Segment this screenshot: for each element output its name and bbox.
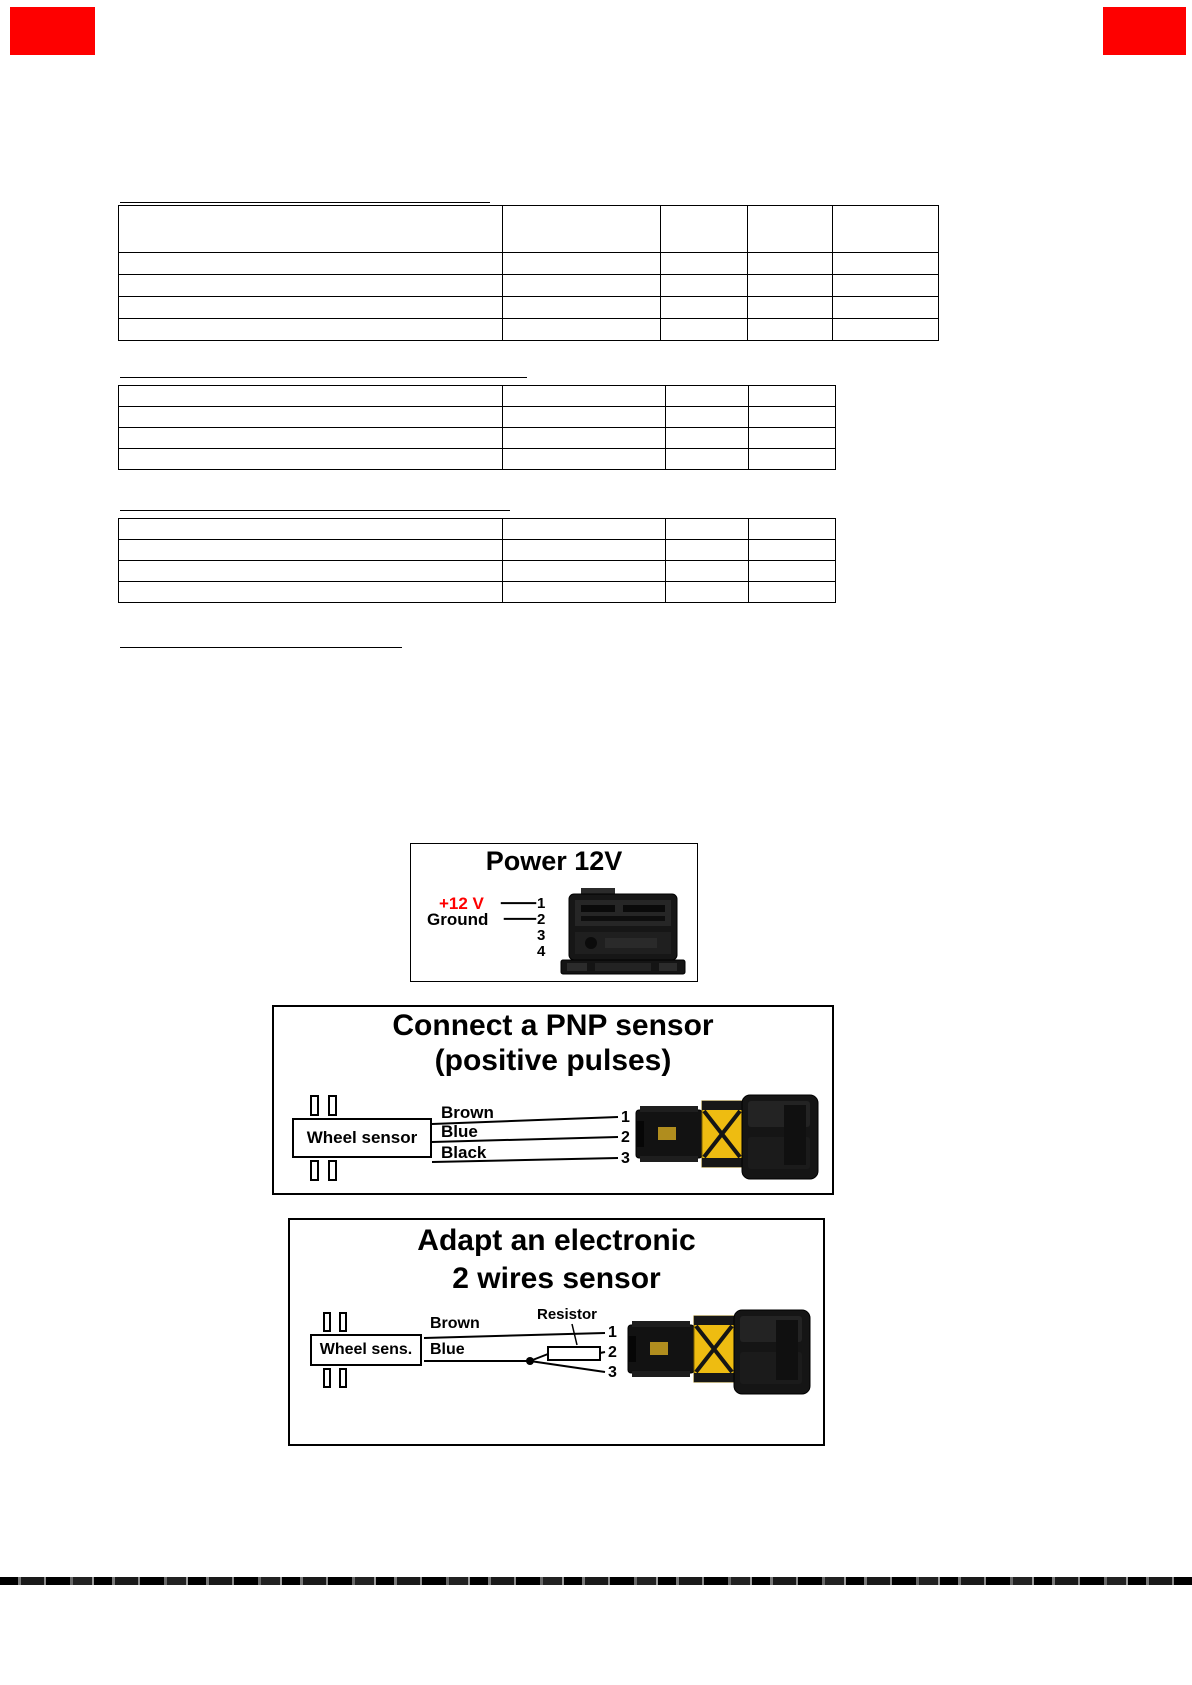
pnp-pin-2: 2 [621, 1129, 630, 1146]
sensor-prong-icon [328, 1160, 337, 1181]
resistor-label: Resistor [537, 1306, 598, 1323]
sensor-connector-photo [634, 1093, 820, 1181]
two-wire-pin-1: 1 [608, 1324, 617, 1341]
two-wire-title-line2: 2 wires sensor [452, 1262, 661, 1295]
power-pin-1: 1 [537, 895, 546, 912]
sensor-prong-icon [310, 1095, 319, 1116]
heading-underline-2 [120, 377, 527, 378]
red-corner-block-right [1103, 7, 1186, 55]
spec-table-1 [118, 205, 939, 341]
wire-label-brown: Brown [441, 1103, 494, 1122]
plus-12v-label: +12 V [439, 894, 484, 913]
power-diagram-title: Power 12V [485, 846, 623, 876]
power-diagram [410, 843, 698, 982]
wheel-sensor-box [310, 1334, 422, 1366]
power-pin-2: 2 [537, 911, 546, 928]
pnp-sensor-diagram [272, 1005, 834, 1195]
power-connector-photo [551, 886, 693, 980]
wheel-sensor-label: Wheel sensor [306, 1128, 418, 1147]
heading-underline-4 [120, 647, 402, 648]
spec-table-2 [118, 385, 836, 470]
two-wire-pin-2: 2 [608, 1344, 617, 1361]
sensor-prong-icon [339, 1312, 347, 1332]
pnp-pin-3: 3 [621, 1150, 630, 1167]
wheel-sensor-label: Wheel sens. [319, 1341, 413, 1358]
wire-label-blue: Blue [430, 1341, 465, 1358]
wheel-sensor-box [292, 1118, 432, 1158]
sensor-prong-icon [323, 1312, 331, 1332]
junction-dot [526, 1357, 534, 1365]
heading-underline-1 [120, 202, 490, 203]
two-wire-pin-3: 3 [608, 1364, 617, 1381]
sensor-prong-icon [323, 1368, 331, 1388]
pnp-title-line1: Connect a PNP sensor [392, 1009, 714, 1042]
pnp-title-line2: (positive pulses) [434, 1044, 672, 1077]
sensor-prong-icon [310, 1160, 319, 1181]
red-corner-block-left [10, 7, 95, 55]
bottom-page-strip [0, 1577, 1192, 1585]
sensor-prong-icon [339, 1368, 347, 1388]
wire-label-black: Black [441, 1143, 487, 1162]
ground-label: Ground [427, 910, 489, 929]
power-pin-4: 4 [537, 943, 546, 960]
sensor-connector-photo [626, 1308, 812, 1396]
wire-label-brown: Brown [430, 1315, 480, 1332]
spec-table-3 [118, 518, 836, 603]
wire-label-blue: Blue [441, 1122, 478, 1141]
resistor-symbol [548, 1347, 600, 1360]
two-wire-title-line1: Adapt an electronic [417, 1224, 696, 1257]
power-pin-3: 3 [537, 927, 546, 944]
sensor-prong-icon [328, 1095, 337, 1116]
two-wire-sensor-diagram [288, 1218, 825, 1446]
heading-underline-3 [120, 510, 510, 511]
pnp-pin-1: 1 [621, 1109, 630, 1126]
